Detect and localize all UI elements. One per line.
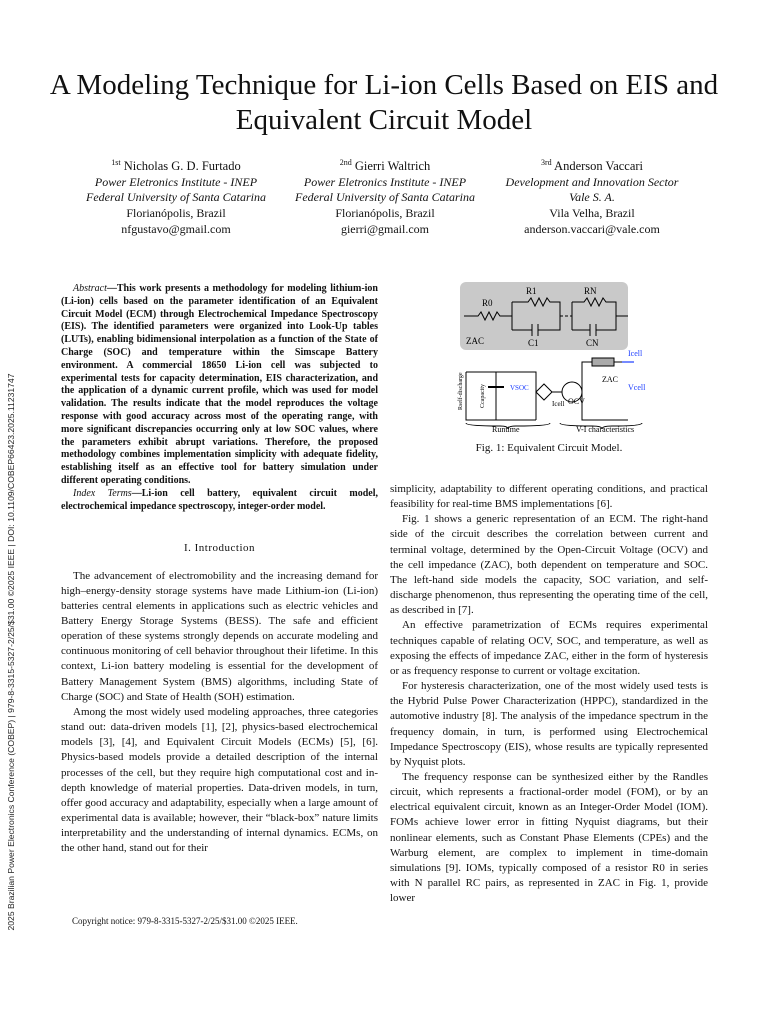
author-email: gierri@gmail.com	[340, 221, 430, 236]
vsoc-label: VSOC	[510, 384, 529, 392]
author-3	[506, 155, 679, 237]
r0-label: R0	[482, 298, 493, 308]
rself-label: Rself-discharge	[458, 372, 464, 410]
body-paragraph: simplicity, adaptability to different operating conditions, and practical feasibility for real-time BMS implementations [6].	[390, 483, 708, 511]
section-heading: I. Introduction	[183, 542, 256, 555]
paper-title: A Modeling Technique for Li-ion Cells Based on EIS and Equivalent Circuit Model	[49, 69, 719, 136]
copyright-notice: Copyright notice: 979-8-3315-5327-2/25/$31.00 ©2025 IEEE.	[72, 916, 298, 926]
intro-paragraph: The advancement of electromobility and the increasing demand for high–energy-density storage systems have made Lithium-ion (Li-ion) batteries central elements in applications such as electric vehicles and Battery Energy Storage Systems (BESS). The safe and efficient operation of these systems strongly depends on accurate modeling and continuous monitoring of cell behavior throughout their lifetime. In this context, Li-ion battery modeling is essential for the development of Battery Management System (BMS) algorithms, including State of Charge (SOC) and State of Health (SOH) estimation.	[61, 569, 378, 703]
c1-label: C1	[528, 338, 539, 348]
doi-sidebar-text: 2025 Brazilian Power Electronics Conference (COBEP) | 979-8-3315-5327-2/25/$31.00 ©2025 IEEE | DOI: 10.1109/COBEP66423.2025.11231747	[6, 373, 16, 931]
equivalent-circuit-figure	[452, 282, 648, 432]
body-paragraph: Fig. 1 shows a generic representation of an ECM. The right-hand side of the circuit describes the correlation between current and terminal voltage, determined by the Open-Circuit Voltage (OCV) and the cell impedance (ZAC), both dependent on temperature and SOC. The left-hand side models the capacity, SOC variation, and self-discharge phenomenon, thus representing the operating time of the cell, as described in [7].	[390, 513, 708, 617]
author-email: nfgustavo@gmail.com	[121, 221, 231, 236]
figure-caption: Fig. 1: Equivalent Circuit Model.	[475, 442, 623, 454]
body-paragraph: For hysteresis characterization, one of the most widely used tests is the Hybrid Pulse Power Characterization (HPPC), standardized in the automotive industry [8]. The analysis of the impedance spectrum in the frequency domain, in turn, is performed using Electrochemical Impedance Spectroscopy (EIS), whose results are typically represented by Nyquist plots.	[390, 680, 708, 768]
left-column	[61, 283, 378, 856]
author-city: Florianópolis, Brazil	[126, 205, 226, 220]
cn-label: CN	[586, 338, 599, 348]
author-city: Vila Velha, Brazil	[549, 205, 635, 220]
ocv-label: OCV	[568, 397, 585, 406]
author-name: $^{2nd}$ Gierri Waltrich	[339, 158, 431, 174]
author-2	[295, 155, 475, 237]
author-affiliation: Power Eletronics Institute - INEP	[303, 174, 467, 189]
author-email: anderson.vaccari@vale.com	[524, 221, 660, 236]
vi-label: V-I characteristics	[576, 425, 635, 432]
runtime-label: Runtime	[492, 425, 520, 432]
author-affiliation: Vale S. A.	[569, 190, 615, 205]
author-affiliation: Power Eletronics Institute - INEP	[94, 174, 258, 189]
vcell-label: Vcell	[628, 383, 646, 392]
right-column	[390, 482, 708, 906]
body-paragraph: An effective parametrization of ECMs requires experimental techniques capable of relating OCV, SOC, and temperature, as well as exposing the effects of impedance ZAC, either in the form of hysteresis or as frequency response to current or voltage excitation.	[390, 619, 708, 677]
icell-label: Icell	[628, 349, 643, 358]
author-name: $^{1st}$ Nicholas G. D. Furtado	[111, 158, 241, 174]
author-affiliation: Federal University of Santa Catarina	[86, 190, 266, 205]
zac-label: ZAC	[466, 336, 484, 346]
rn-label: RN	[584, 286, 597, 296]
ccap-label: Ccapacity	[480, 384, 486, 408]
intro-paragraph: Among the most widely used modeling approaches, three categories stand out: data-driven models [1], [2], physics-based electrochemical models [3], [4], and Equivalent Circuit Models (ECMs) [5], [6]. Physics-based models provide a detailed description of the internal processes of the cell, but they require high computational cost and in-depth knowledge of material properties. Data-driven models, in turn, offer good accuracy and adaptability, especially when a large amount of experimental data is available; however, their “black-box” nature limits interpretability and the understanding of internal dynamics. ECMs, on the other hand, stand out for their	[61, 705, 378, 855]
author-affiliation: Federal University of Santa Catarina	[295, 190, 475, 205]
body-paragraph: The frequency response can be synthesized either by the Randles circuit, which represents a fractional-order model (FOM), or by an electrical equivalent circuit, known as an Integer-Order Model (IOM). FOMs achieve lower error in fitting Nyquist diagrams, but their nonlinear elements, such as Constant Phase Elements (CPEs) and the Warburg element, are complex to implement in time-domain simulations [9]. IOMs, typically composed of a resistor R0 in series with N parallel RC pairs, as represented in ZAC in Fig. 1, provide lower	[390, 770, 708, 905]
author-1	[86, 155, 266, 237]
author-name: $^{3rd}$ Anderson Vaccari	[540, 158, 644, 174]
icell2-label: Icell	[552, 400, 565, 408]
abstract: Abstract—This work presents a methodology for modeling lithium-ion (Li-ion) cells based on the parameter identification of an Equivalent Circuit Model (ECM) through Electrochemical Impedance Spectroscopy (EIS). The identified parameters were organized into Look-Up tables (LUTs), enabling bidimensional interpolation as a function of the State of Charge (SOC) and temperature within the Simscape Battery environment. A commercial 18650 Li-ion cell was subjected to experimental tests for capacity determination, EIS characterization, and the application of a dynamic current profile, which was used for model validation. The results indicate that the model reproduces the voltage response with good accuracy across most of the operating range, with more significant discrepancies occurring only at low SOC values, where the parameters exhibit abrupt variations. Therefore, the proposed methodology combines implementation simplicity with adequate fidelity, establishing itself as an effective tool for battery simulation under different operating conditions.	[61, 283, 378, 486]
index-terms: Index Terms—Li-ion cell battery, equivalent circuit model, electrochemical impedance spectroscopy, integer-order model.	[61, 487, 378, 512]
author-city: Florianópolis, Brazil	[335, 205, 435, 220]
zac2-label: ZAC	[602, 375, 618, 384]
doi-sidebar	[3, 0, 19, 1024]
author-affiliation: Development and Innovation Sector	[505, 174, 679, 189]
r1-label: R1	[526, 286, 537, 296]
zac-box	[460, 282, 628, 350]
